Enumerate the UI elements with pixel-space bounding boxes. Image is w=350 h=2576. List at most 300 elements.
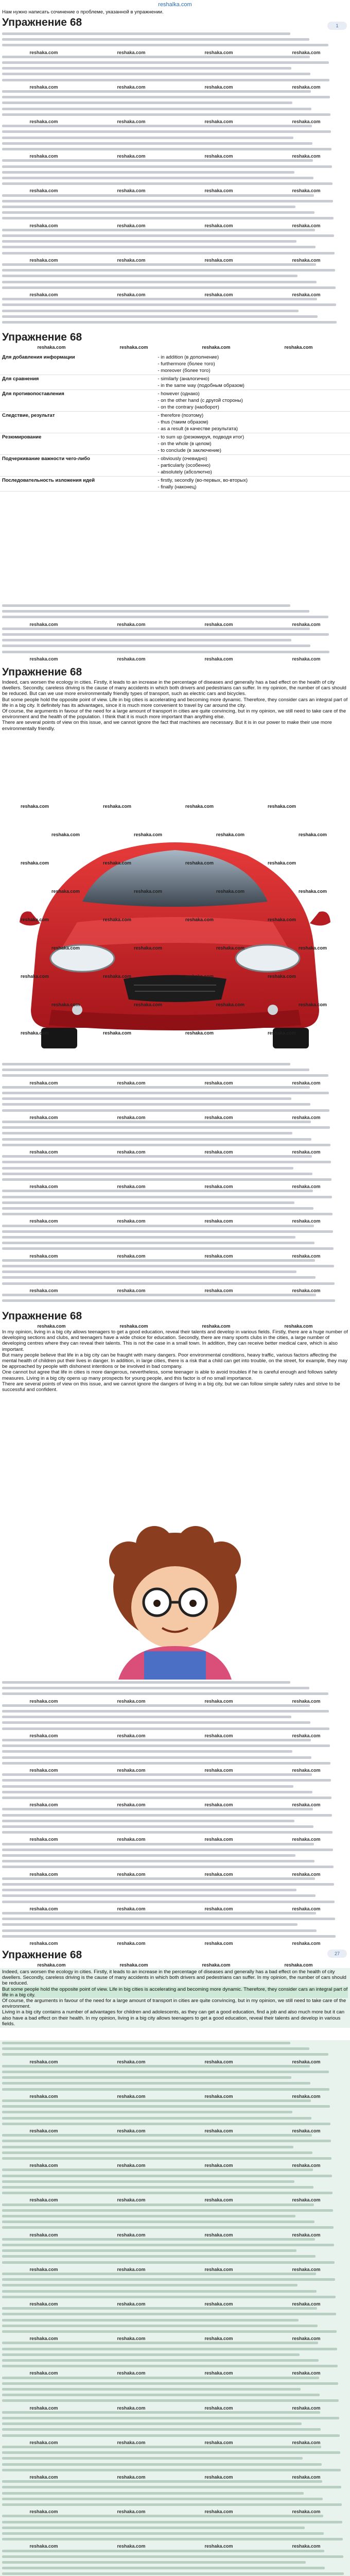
text-line bbox=[2, 142, 312, 145]
text-line bbox=[2, 1259, 315, 1262]
text-line bbox=[2, 2111, 292, 2113]
text-line bbox=[2, 2313, 336, 2315]
text-line bbox=[2, 2538, 343, 2540]
text-line bbox=[2, 1894, 316, 1897]
text-line bbox=[2, 1814, 332, 1817]
text-line bbox=[2, 1727, 329, 1730]
watermark-row: reshaka.com reshaka.com reshaka.com reshaka.com bbox=[37, 1324, 313, 1329]
text-line bbox=[2, 2359, 319, 2362]
exercise-title: Упражнение 68 bbox=[2, 666, 82, 678]
girl-cartoon-image bbox=[0, 1525, 350, 1680]
text-line bbox=[2, 2330, 337, 2333]
text-line bbox=[2, 2307, 317, 2310]
text-line bbox=[2, 2550, 324, 2552]
text-line bbox=[2, 2076, 291, 2079]
text-line bbox=[2, 137, 293, 139]
text-line bbox=[2, 616, 328, 618]
text-line bbox=[2, 1086, 310, 1089]
paragraph: Living in a big city contains a number of advantages for children and adolescents, as they can get a good education, find a job and also much more but it can also have a bad effect on their health. In my opinion, living in a big city allows teenagers to get a good education, reveal their talents and develop in various fields. bbox=[2, 2009, 345, 2027]
text-line bbox=[2, 1929, 317, 1932]
watermark-text: reshaka.com bbox=[268, 1030, 296, 1036]
page-badge: 1 bbox=[327, 22, 347, 30]
text-line bbox=[2, 2134, 312, 2137]
text-line bbox=[2, 1721, 310, 1724]
text-line bbox=[2, 2099, 311, 2102]
table-cell-phrases: - similarly (аналогично) - in the same way (подобным образом) bbox=[157, 376, 244, 388]
text-line bbox=[2, 2319, 299, 2321]
watermark-row: reshaka.com reshaka.com reshaka.com reshaka.com bbox=[29, 2163, 321, 2168]
text-line bbox=[2, 2555, 343, 2558]
text-line bbox=[2, 2498, 323, 2500]
text-line bbox=[2, 2486, 341, 2488]
text-line bbox=[2, 2157, 331, 2160]
text-line bbox=[2, 61, 329, 64]
paragraph: But some people hold the opposite point of view. Life in big cities is accelerating and becoming more dynamic. Therefore, they consider cars an integral part of life in a big city. It definitely has its advantages, since it is much more convenient to travel by car around the city. bbox=[2, 697, 348, 708]
exercise-title: Упражнение 68 bbox=[2, 16, 82, 29]
watermark-text: reshaka.com bbox=[51, 889, 80, 894]
watermark-text: reshaka.com bbox=[185, 974, 214, 979]
section-4 bbox=[0, 1309, 350, 1393]
watermark-text: reshaka.com bbox=[299, 945, 327, 951]
table-row bbox=[0, 455, 350, 477]
watermark-text: reshaka.com bbox=[185, 804, 214, 809]
watermark-row: reshaka.com reshaka.com reshaka.com reshaka.com bbox=[29, 188, 321, 194]
watermark-text: reshaka.com bbox=[185, 860, 214, 866]
watermark-row: reshaka.com reshaka.com reshaka.com reshaka.com bbox=[29, 2336, 321, 2342]
section-2-body bbox=[0, 603, 350, 665]
text-line bbox=[2, 1299, 335, 1302]
text-line bbox=[2, 1230, 333, 1233]
text-line bbox=[2, 67, 291, 70]
text-line bbox=[2, 1756, 311, 1759]
table-cell-label: Резюмирование bbox=[2, 434, 42, 440]
text-line bbox=[2, 2325, 318, 2327]
section-3 bbox=[0, 665, 350, 732]
watermark-row: reshaka.com reshaka.com reshaka.com reshaka.com bbox=[29, 257, 321, 263]
car-illustration bbox=[0, 793, 350, 1061]
text-line bbox=[2, 2411, 320, 2414]
table-row bbox=[0, 353, 350, 375]
watermark-row: reshaka.com reshaka.com reshaka.com reshaka.com bbox=[29, 2475, 321, 2480]
watermark-row: reshaka.com reshaka.com reshaka.com reshaka.com bbox=[29, 2405, 321, 2411]
text-line bbox=[2, 1935, 336, 1938]
watermark-text: reshaka.com bbox=[134, 1002, 163, 1007]
text-line bbox=[2, 2394, 320, 2396]
watermark-row: reshaka.com reshaka.com reshaka.com reshaka.com bbox=[37, 345, 313, 350]
watermark-text: reshaka.com bbox=[51, 945, 80, 951]
text-line bbox=[2, 2446, 321, 2448]
watermark-row: reshaka.com reshaka.com reshaka.com reshaka.com bbox=[29, 1218, 321, 1224]
text-line bbox=[2, 2273, 316, 2275]
text-line bbox=[2, 2140, 331, 2142]
watermark-text: reshaka.com bbox=[185, 1030, 214, 1036]
text-line bbox=[2, 1860, 314, 1862]
watermark-text: reshaka.com bbox=[216, 889, 245, 894]
text-line bbox=[2, 1739, 311, 1741]
text-line bbox=[2, 2532, 324, 2535]
watermark-row: reshaka.com reshaka.com reshaka.com reshaka.com bbox=[37, 1962, 313, 1968]
text-line bbox=[2, 2180, 294, 2183]
table-cell-phrases: - however (однако) - on the other hand (с другой стороны) - on the contrary (наоборот) bbox=[157, 391, 243, 410]
highlighted-block bbox=[0, 1968, 350, 2028]
table-cell-label: Последовательность изложения идей bbox=[2, 478, 95, 483]
text-line bbox=[2, 1196, 332, 1198]
text-line bbox=[2, 252, 335, 255]
text-line bbox=[2, 2567, 325, 2569]
text-line bbox=[2, 1849, 333, 1851]
section-5 bbox=[0, 1947, 350, 2028]
watermark-row: reshaka.com reshaka.com reshaka.com reshaka.com bbox=[29, 1149, 321, 1155]
watermark-row: reshaka.com reshaka.com reshaka.com reshaka.com bbox=[29, 1871, 321, 1877]
watermark-text: reshaka.com bbox=[51, 1002, 80, 1007]
watermark-text: reshaka.com bbox=[299, 832, 327, 837]
watermark-text: reshaka.com bbox=[103, 860, 132, 866]
watermark-text: reshaka.com bbox=[21, 974, 49, 979]
text-line bbox=[2, 310, 299, 312]
watermark-row: reshaka.com reshaka.com reshaka.com reshaka.com bbox=[29, 1287, 321, 1293]
text-line bbox=[2, 1912, 316, 1914]
text-line bbox=[2, 1918, 335, 1920]
table-cell-phrases: - firstly, secondly (во-первых, во-вторых) - finally (наконец) bbox=[157, 478, 248, 490]
watermark-text: reshaka.com bbox=[216, 1002, 245, 1007]
text-line bbox=[2, 2422, 302, 2425]
text-line bbox=[2, 2146, 293, 2148]
watermark-text: reshaka.com bbox=[268, 860, 296, 866]
text-line bbox=[2, 2065, 310, 2067]
watermark-text: reshaka.com bbox=[21, 1030, 49, 1036]
section-2 bbox=[0, 330, 350, 492]
watermark-text: reshaka.com bbox=[21, 917, 49, 922]
text-line bbox=[2, 2215, 295, 2217]
watermark-text: reshaka.com bbox=[134, 832, 163, 837]
watermark-text: reshaka.com bbox=[51, 832, 80, 837]
text-line bbox=[2, 1843, 314, 1845]
text-line bbox=[2, 1178, 331, 1181]
text-line bbox=[2, 234, 334, 237]
text-line bbox=[2, 2226, 334, 2229]
text-line bbox=[2, 1155, 312, 1158]
section-4-translation bbox=[0, 1680, 350, 1947]
text-line bbox=[2, 159, 313, 162]
text-line bbox=[2, 1877, 315, 1880]
text-line bbox=[2, 1092, 329, 1094]
table-cell-label: Для добавления информации bbox=[2, 354, 75, 360]
text-line bbox=[2, 1132, 292, 1134]
text-line bbox=[2, 2209, 333, 2212]
text-line bbox=[2, 44, 328, 46]
text-line bbox=[2, 1692, 328, 1695]
text-line bbox=[2, 1282, 335, 1285]
text-line bbox=[2, 2382, 338, 2385]
text-line bbox=[2, 610, 309, 613]
text-line bbox=[2, 1144, 330, 1146]
paragraph: But some people hold the opposite point of view. Life in big cities is accelerating and becoming more dynamic. Therefore, they consider cars an integral part of life in a big city. bbox=[2, 1986, 348, 1998]
text-line bbox=[2, 1710, 329, 1713]
text-line bbox=[2, 1808, 313, 1810]
watermark-row: reshaka.com reshaka.com reshaka.com reshaka.com bbox=[29, 2509, 321, 2515]
watermark-row: reshaka.com reshaka.com reshaka.com reshaka.com bbox=[29, 1080, 321, 1086]
text-line bbox=[2, 1069, 309, 1071]
text-line bbox=[2, 2515, 323, 2517]
text-line bbox=[2, 1213, 332, 1215]
text-line bbox=[2, 194, 314, 197]
text-line bbox=[2, 240, 296, 243]
text-line bbox=[2, 303, 336, 306]
table-cell-label: Для противопоставления bbox=[2, 391, 64, 397]
text-line bbox=[2, 1276, 316, 1279]
watermark-text: reshaka.com bbox=[268, 974, 296, 979]
text-line bbox=[2, 1190, 313, 1192]
text-line bbox=[2, 2175, 332, 2177]
watermark-row: reshaka.com reshaka.com reshaka.com reshaka.com bbox=[29, 1184, 321, 1190]
text-line bbox=[2, 1687, 309, 1689]
text-line bbox=[2, 2290, 317, 2293]
text-line bbox=[2, 1103, 310, 1106]
text-line bbox=[2, 1121, 311, 1123]
text-line bbox=[2, 2082, 310, 2084]
text-line bbox=[2, 165, 332, 168]
text-line bbox=[2, 2151, 312, 2154]
watermark-row: reshaka.com reshaka.com reshaka.com reshaka.com bbox=[29, 1733, 321, 1738]
watermark-text: reshaka.com bbox=[268, 917, 296, 922]
watermark-text: reshaka.com bbox=[103, 804, 132, 809]
text-line bbox=[2, 263, 316, 266]
text-line bbox=[2, 1825, 313, 1828]
text-line bbox=[2, 96, 330, 98]
text-line bbox=[2, 1138, 311, 1141]
text-line bbox=[2, 2527, 305, 2529]
table-cell-phrases: - therefore (поэтому) - thus (таким образом) - as a result (в качестве результата) bbox=[157, 413, 238, 432]
text-line bbox=[2, 211, 314, 214]
text-line bbox=[2, 1247, 334, 1250]
text-line bbox=[2, 1270, 296, 1273]
text-line bbox=[2, 281, 317, 283]
text-line bbox=[2, 1074, 328, 1077]
text-line bbox=[2, 1294, 316, 1296]
text-line bbox=[2, 200, 333, 202]
watermark-row: reshaka.com reshaka.com reshaka.com reshaka.com bbox=[29, 1114, 321, 1120]
text-line bbox=[2, 2042, 290, 2044]
watermark-row: reshaka.com reshaka.com reshaka.com reshaka.com bbox=[29, 1698, 321, 1704]
text-line bbox=[2, 651, 329, 653]
text-line bbox=[2, 171, 294, 174]
text-line bbox=[2, 2377, 319, 2379]
watermark-row: reshaka.com reshaka.com reshaka.com reshaka.com bbox=[29, 2370, 321, 2376]
watermark-row: reshaka.com reshaka.com reshaka.com reshaka.com bbox=[29, 2439, 321, 2445]
text-line bbox=[2, 1831, 332, 1834]
watermark-row: reshaka.com reshaka.com reshaka.com reshaka.com bbox=[29, 1253, 321, 1259]
text-line bbox=[2, 1173, 312, 1175]
text-line bbox=[2, 2117, 311, 2120]
intro-text: Нам нужно написать сочинение о проблеме, указанной в упражнении. bbox=[2, 9, 164, 15]
section-5-body bbox=[0, 2040, 350, 2576]
watermark-text: reshaka.com bbox=[268, 804, 296, 809]
table-cell-phrases: - in addition (в дополнение) - furthermore (более того) - moreover (более того) bbox=[157, 354, 219, 374]
watermark-text: reshaka.com bbox=[21, 860, 49, 866]
exercise-title: Упражнение 68 bbox=[2, 1949, 82, 1961]
text-line bbox=[2, 2480, 322, 2483]
text-line bbox=[2, 2417, 339, 2419]
text-line bbox=[2, 182, 332, 185]
text-line bbox=[2, 2469, 341, 2471]
watermark-row: reshaka.com reshaka.com reshaka.com reshaka.com bbox=[29, 2059, 321, 2064]
text-line bbox=[2, 2434, 340, 2437]
table-row bbox=[0, 412, 350, 433]
text-line bbox=[2, 628, 310, 630]
section-1-body bbox=[0, 31, 350, 330]
watermark-row: reshaka.com reshaka.com reshaka.com reshaka.com bbox=[29, 621, 321, 627]
text-line bbox=[2, 2249, 296, 2252]
watermark-row: reshaka.com reshaka.com reshaka.com reshaka.com bbox=[29, 2544, 321, 2549]
watermark-text: reshaka.com bbox=[299, 1002, 327, 1007]
text-line bbox=[2, 1201, 294, 1204]
text-line bbox=[2, 1236, 295, 1239]
exercise-title: Упражнение 68 bbox=[2, 331, 82, 343]
text-line bbox=[2, 645, 310, 647]
text-line bbox=[2, 32, 290, 35]
text-line bbox=[2, 2047, 309, 2050]
text-line bbox=[2, 2123, 330, 2125]
text-line bbox=[2, 321, 337, 324]
text-line bbox=[2, 2255, 316, 2258]
text-line bbox=[2, 101, 292, 104]
text-line bbox=[2, 229, 315, 231]
watermark-row: reshaka.com reshaka.com reshaka.com reshaka.com bbox=[29, 656, 321, 662]
watermark-text: reshaka.com bbox=[299, 889, 327, 894]
text-line bbox=[2, 2053, 328, 2056]
text-line bbox=[2, 1866, 334, 1868]
cartoon-illustration bbox=[0, 1525, 350, 1680]
watermark-text: reshaka.com bbox=[216, 945, 245, 951]
text-line bbox=[2, 1207, 313, 1210]
text-line bbox=[2, 1063, 290, 1065]
text-line bbox=[2, 1889, 296, 1891]
text-line bbox=[2, 1265, 334, 1267]
table-cell-label: Следствие, результат bbox=[2, 413, 55, 418]
text-line bbox=[2, 2521, 342, 2523]
text-line bbox=[2, 1901, 335, 1903]
text-line bbox=[2, 2296, 336, 2298]
watermark-row: reshaka.com reshaka.com reshaka.com reshaka.com bbox=[29, 84, 321, 90]
text-line bbox=[2, 298, 317, 300]
text-line bbox=[2, 1681, 290, 1684]
text-line bbox=[2, 2238, 315, 2241]
text-line bbox=[2, 108, 311, 110]
text-line bbox=[2, 2428, 321, 2431]
table-row bbox=[0, 433, 350, 455]
text-line bbox=[2, 1242, 314, 1244]
text-line bbox=[2, 2261, 335, 2264]
text-line bbox=[2, 1161, 331, 1163]
text-line bbox=[2, 38, 309, 41]
watermark-row: reshaka.com reshaka.com reshaka.com reshaka.com bbox=[29, 1768, 321, 1773]
text-line bbox=[2, 1779, 331, 1782]
paragraph: Of course, the arguments in favour of the need for a large amount of transport in cities are quite convincing, but in my opinion, we still need to take care of the environment and the health of the population. I think that it is much more important than anything else. bbox=[2, 708, 346, 720]
text-line bbox=[2, 246, 316, 248]
paragraph: In my opinion, living in a big city allows teenagers to get a good education, reveal their talents and develop in various fields. Firstly, there are a huge number of developing sections and clubs, and teenagers have a wide choice for education. Secondly, there are many sports clubs in the cities, a large number of developing centres where they can reveal their talents. This is not the case in a small town. In addition, they can receive better medical care, which is also important. bbox=[2, 1329, 348, 1352]
text-line bbox=[2, 1109, 329, 1112]
watermark-text: reshaka.com bbox=[103, 1030, 132, 1036]
text-line bbox=[2, 148, 331, 150]
text-line bbox=[2, 2192, 332, 2194]
site-header[interactable]: reshalka.com bbox=[158, 2, 192, 8]
text-line bbox=[2, 2463, 322, 2466]
text-line bbox=[2, 1773, 312, 1776]
text-line bbox=[2, 269, 335, 272]
text-line bbox=[2, 1820, 294, 1822]
paragraph: Indeed, cars worsen the ecology in cities. Firstly, it leads to an increase in the percentage of diseases and generally has a bad effect on the health of city dwellers. Secondly, careless driving is the cause of many accidents in which both drivers and pedestrians can suffer. In my opinion, the number of cars should be reduced. bbox=[2, 1969, 346, 1987]
text-line bbox=[2, 2451, 340, 2454]
text-line bbox=[2, 1750, 292, 1753]
text-line bbox=[2, 2088, 329, 2091]
text-line bbox=[2, 1126, 330, 1129]
text-line bbox=[2, 2457, 303, 2460]
text-line bbox=[2, 2168, 313, 2171]
text-line bbox=[2, 2572, 344, 2575]
phrase-table bbox=[0, 353, 350, 492]
paragraph: There are several points of view on this issue, and we cannot ignore the dangers of living in a big city, but we can follow simple safety rules and strive to be successful and confident. bbox=[2, 1381, 340, 1393]
exercise-title: Упражнение 68 bbox=[2, 1310, 82, 1322]
paragraph: One cannot but agree that life in cities is more dangerous, nevertheless, some teenager is able to avoid troubles if he is careful enough and follows safety measures. Living in a big city opens up many prospects for young people, and this factor is of no small importance. bbox=[2, 1369, 338, 1381]
text-line bbox=[2, 79, 329, 81]
text-line bbox=[2, 2105, 330, 2108]
text-line bbox=[2, 125, 312, 127]
text-line bbox=[2, 2365, 338, 2367]
text-line bbox=[2, 1785, 293, 1788]
watermark-text: reshaka.com bbox=[134, 945, 163, 951]
text-line bbox=[2, 2186, 313, 2189]
text-line bbox=[2, 90, 311, 93]
text-line bbox=[2, 2284, 297, 2286]
watermark-overlay bbox=[0, 793, 350, 1061]
text-line bbox=[2, 217, 334, 219]
text-line bbox=[2, 639, 291, 641]
watermark-row: reshaka.com reshaka.com reshaka.com reshaka.com bbox=[29, 2197, 321, 2203]
text-line bbox=[2, 130, 331, 133]
text-line bbox=[2, 1883, 334, 1886]
watermark-text: reshaka.com bbox=[216, 832, 245, 837]
table-row bbox=[0, 375, 350, 390]
paragraph: There are several points of view on this issue, and we cannot ignore the fact that machines are necessary. But it is in our power to make their use more environmentally friendly. bbox=[2, 720, 332, 732]
watermark-row: reshaka.com reshaka.com reshaka.com reshaka.com bbox=[29, 2128, 321, 2133]
text-line bbox=[2, 1854, 295, 1857]
section-3-translation bbox=[0, 1061, 350, 1309]
text-line bbox=[2, 1716, 291, 1718]
table-cell-label: Подчеркивание важности чего-либо bbox=[2, 456, 90, 462]
watermark-row: reshaka.com reshaka.com reshaka.com reshaka.com bbox=[29, 2266, 321, 2272]
watermark-text: reshaka.com bbox=[103, 974, 132, 979]
watermark-row: reshaka.com reshaka.com reshaka.com reshaka.com bbox=[29, 119, 321, 124]
watermark-row: reshaka.com reshaka.com reshaka.com reshaka.com bbox=[29, 1906, 321, 1911]
watermark-text: reshaka.com bbox=[103, 917, 132, 922]
text-line bbox=[2, 275, 297, 277]
text-line bbox=[2, 2399, 339, 2402]
text-line bbox=[2, 2561, 306, 2564]
watermark-text: reshaka.com bbox=[21, 804, 49, 809]
watermark-row: reshaka.com reshaka.com reshaka.com reshaka.com bbox=[29, 1941, 321, 1946]
text-line bbox=[2, 1923, 297, 1926]
text-line bbox=[2, 1797, 331, 1799]
text-line bbox=[2, 2244, 334, 2246]
text-line bbox=[2, 1762, 330, 1765]
paragraph: But many people believe that life in a big city can be fraught with many dangers. Poor environmental conditions, heavy traffic, various factors affecting the mental health of children put their lives in danger. In addition, in large cities, there is a risk that a child can get into trouble, on the street, for example, they may be approached by people with dishonest intentions or be involved in bad company. bbox=[2, 1352, 347, 1370]
watermark-row: reshaka.com reshaka.com reshaka.com reshaka.com bbox=[29, 292, 321, 297]
watermark-row: reshaka.com reshaka.com reshaka.com reshaka.com bbox=[29, 1802, 321, 1808]
table-cell-label: Для сравнения bbox=[2, 376, 39, 382]
page-badge: 27 bbox=[327, 1950, 347, 1958]
text-line bbox=[2, 2071, 329, 2073]
text-line bbox=[2, 56, 310, 58]
